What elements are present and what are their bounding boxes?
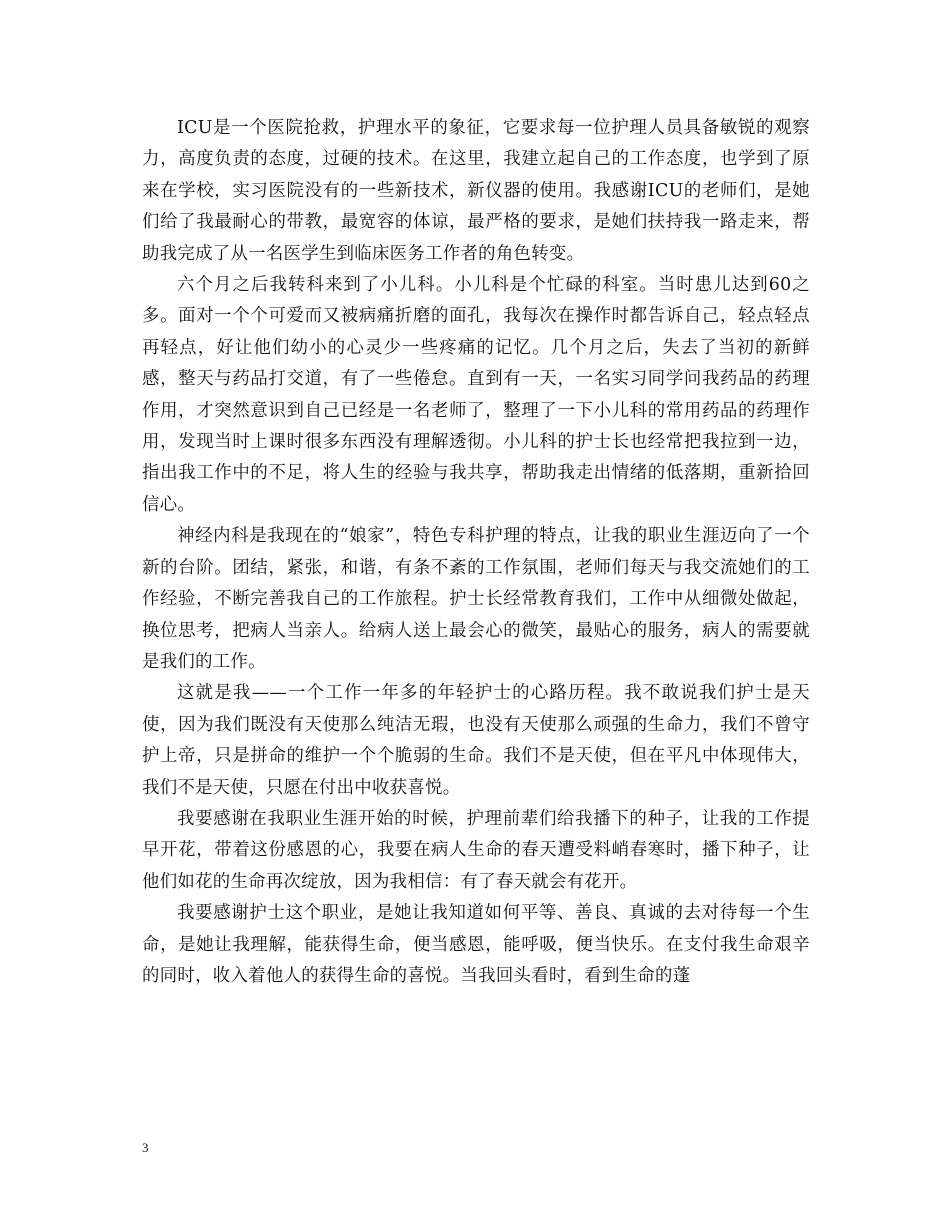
paragraph-angel: 这就是我——一个工作一年多的年轻护士的心路历程。我不敢说我们护士是天使，因为我们既没有天使那么纯洁无瑕，也没有天使那么顽强的生命力，我们不曾守护上帝，只是拼命的维护一个个脆弱的生命。我们不是天使，但在平凡中体现伟大，我们不是天使，只愿在付出中收获喜悦。 — [142, 683, 810, 798]
page-number: 3 — [142, 1140, 149, 1155]
paragraph-neurology: 神经内科是我现在的“娘家”，特色专科护理的特点，让我的职业生涯迈向了一个新的台阶。团结，紧张，和谐，有条不紊的工作氛围，老师们每天与我交流她们的工作经验，不断完善我自己的工作旅程。护士长经常教育我们，工作中从细微处做起，换位思考，把病人当亲人。给病人送上最会心的微笑，最贴心的服务，病人的需要就是我们的工作。 — [142, 526, 810, 672]
paragraph-thanks-seniors: 我要感谢在我职业生涯开始的时候，护理前辈们给我播下的种子，让我的工作提早开花，带着这份感恩的心，我要在病人生命的春天遭受料峭春寒时，播下种子，让他们如花的生命再次绽放，因为我相信：有了春天就会有花开。 — [142, 808, 810, 892]
paragraph-icu: ICU是一个医院抢救，护理水平的象征，它要求每一位护理人员具备敏锐的观察力，高度负责的态度，过硬的技术。在这里，我建立起自己的工作态度，也学到了原来在学校，实习医院没有的一些新技术，新仪器的使用。我感谢ICU的老师们，是她们给了我最耐心的带教，最宽容的体谅，最严格的要求，是她们扶持我一路走来，帮助我完成了从一名医学生到临床医务工作者的角色转变。 — [142, 118, 810, 264]
body-text — [142, 113, 810, 992]
paragraph-thanks-profession: 我要感谢护士这个职业，是她让我知道如何平等、善良、真诚的去对待每一个生命，是她让我理解，能获得生命，便当感恩，能呼吸，便当快乐。在支付我生命艰辛的同时，收入着他人的获得生命的喜悦。当我回头看时，看到生命的蓬 — [142, 903, 810, 986]
paragraph-pediatrics: 六个月之后我转科来到了小儿科。小儿科是个忙碌的科室。当时患儿达到60之多。面对一个个可爱而又被病痛折磨的面孔，我每次在操作时都告诉自己，轻点轻点再轻点，好让他们幼小的心灵少一些疼痛的记忆。几个月之后，失去了当初的新鲜感，整天与药品打交道，有了一些倦怠。直到有一天，一名实习同学问我药品的药理作用，才突然意识到自己已经是一名老师了，整理了一下小儿科的常用药品的药理作用，发现当时上课时很多东西没有理解透彻。小儿科的护士长也经常把我拉到一边，指出我工作中的不足，将人生的经验与我共享，帮助我走出情绪的低落期，重新拾回信心。 — [142, 275, 810, 515]
